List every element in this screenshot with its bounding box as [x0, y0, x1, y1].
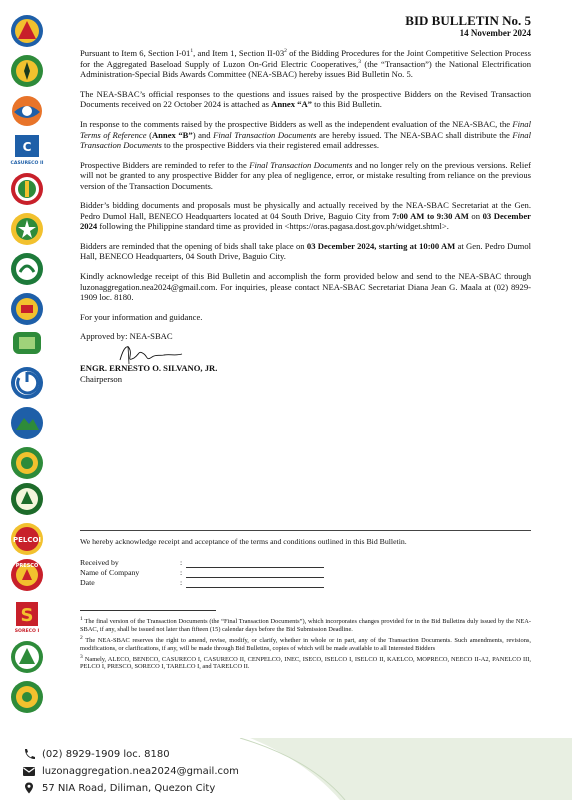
mopreco-logo — [10, 406, 44, 440]
paragraph-acknowledge: Kindly acknowledge receipt of this Bid Bulletin and accomplish the form provided below and send to the NEA-SBAC through luzonaggregation.nea2024@gmail.com. For inquiries, please contact NEA-SBAC Secretariat Diana Jean G. Maala at (02) 8929-1909 loc. 8180. — [80, 271, 531, 303]
paragraph-pursuant: Pursuant to Item 6, Section $I-01^1$, and Item 1, Section $II-03^2$ of the Bidding Procedures for the Joint Competitive Selection Process for the Aggregated Baseload Supply of Luzon On-Grid Electric Cooperatives,$^3$ (the “Transaction”) the National Electrification Administration-Special Bids Awards Committee (NEA-SBAC) hereby issues Bid Bulletin No. 5. — [80, 48, 531, 80]
section-divider — [80, 530, 531, 531]
svg-text:S: S — [20, 605, 34, 626]
presco-logo — [10, 558, 44, 592]
paragraph-guidance: For your information and guidance. — [80, 311, 203, 322]
paragraph-reminder: Prospective Bidders are reminded to refer to the Final Transaction Documents and no longer rely on the previous versions. Relief will not be granted to any prospective Bidder for any plea of negligence, error, or mistake resulting from reliance on the previous version of the Transaction Documents. — [80, 159, 531, 191]
form-row-received-by: Received by : — [80, 558, 340, 568]
casureco-i-logo — [10, 94, 44, 128]
iseco-logo — [10, 252, 44, 286]
paragraph-responses: The NEA-SBAC’s official responses to the questions and issues raised by the prospective Bidders on the Revised Transaction Documents received on 22 October 2024 is attached as Annex “A” to this Bid Bulletin. — [80, 88, 531, 110]
page-footer — [0, 738, 572, 800]
iselco-ii-logo — [10, 326, 44, 360]
paragraph-opening: Bidders are reminded that the opening of bids shall take place on 03 December 2024, starting at 10:00 AM at Gen. Pedro Dumol Hall, BENECO Headquarters, 04 South Drive, Baguio City. — [80, 240, 532, 262]
footnotes — [80, 616, 531, 672]
footer-email: luzonaggregation.nea2024@gmail.com — [22, 765, 239, 777]
acknowledgment-form — [80, 558, 340, 588]
footnote-2: $^2$ The NEA-SBAC reserves the right to amend, revise, modify, or clarify, whether in whole or in part, any of the Transaction Documents. Such amendments, revisions, modifications, or clarifications, if any, will be made through Bid Bulletins, copies of which will be made available to all Interested Bidders — [80, 634, 531, 652]
footnote-1: $^1$ The final version of the Transaction Documents (the “Final Transaction Documents”), which incorporates changes provided for in the Bid Bulletins duly issued by the NEA-SBAC, if any, shall be issued not later than fifteen (15) calendar days before the Bid Submission Deadline. — [80, 616, 531, 633]
footer-address: 57 NIA Road, Diliman, Quezon City — [22, 782, 215, 794]
inec-logo — [10, 212, 44, 246]
location-pin-icon — [22, 782, 36, 794]
bulletin-title: BID BULLETIN No. 5 — [405, 13, 531, 28]
cenpelco-logo — [10, 172, 44, 206]
pelco-label: PELCOI — [12, 536, 42, 544]
soreco-logo — [10, 600, 44, 634]
tarelco-ii-logo — [10, 680, 44, 714]
paragraph-final-documents: In response to the comments raised by the prospective Bidders as well as the independent evaluation of the NEA-SBAC, the Final Terms of Reference (Annex “B”) and Final Transaction Documents are hereby issued. The NEA-SBAC shall distribute the Final Transaction Documents to the prospective Bidders via their registered email addresses. — [80, 119, 531, 151]
signature-block — [80, 348, 531, 384]
paragraph-submission: Bidder’s bidding documents and proposals must be physically and actually received by the NEA-SBAC Secretariat at the Gen. Pedro Dumol Hall, BENECO Headquarters located at 04 South Drive, Baguio City from 7:00 AM to 9:30 AM on 03 December 2024 following the Philippine standard time as provided in <https://oras.pagasa.dost.gov.ph/widget.shtml>. — [80, 200, 531, 232]
svg-text:C: C — [22, 140, 32, 154]
footnote-3: $^3$ Namely, ALECO, BENECO, CASURECO I, CASURECO II, CENPELCO, INEC, ISECO, ISELCO I, ISELCO II, KAELCO, MOPRECO, NEECO II-A2, PANELCO III, PELCO I, PRESCO, SORECO I, TARELCO I, and TARELCO II. — [80, 653, 531, 671]
kaelco-logo — [10, 366, 44, 400]
bulletin-body — [80, 14, 531, 384]
presco-label: PRESCO — [15, 563, 39, 569]
signatory-name: ENGR. ERNESTO O. SILVANO, JR. — [80, 362, 218, 373]
bulletin-date: 14 November 2024 — [459, 28, 531, 39]
date-line[interactable] — [186, 587, 324, 588]
pelco-logo — [10, 522, 44, 556]
beneco-logo — [10, 54, 44, 88]
footnote-rule — [80, 610, 216, 611]
approved-by: Approved by: NEA-SBAC — [80, 331, 173, 342]
casureco-label: CASURECO II — [10, 161, 44, 166]
signatory-role: Chairperson — [80, 373, 123, 384]
form-row-date: Date : — [80, 578, 340, 588]
soreco-label: SORECO I — [14, 629, 40, 634]
footer-phone: (02) 8929-1909 loc. 8180 — [22, 748, 170, 760]
panelco-logo — [10, 482, 44, 516]
acknowledgment-text: We hereby acknowledge receipt and acceptance of the terms and conditions outlined in this Bid Bulletin. — [80, 537, 407, 546]
email-icon — [22, 765, 36, 777]
tarelco-i-logo — [10, 640, 44, 674]
phone-icon — [22, 748, 36, 760]
aleco-logo — [10, 14, 44, 48]
casureco-ii-logo — [10, 132, 44, 166]
iselco-i-logo — [10, 292, 44, 326]
neeco-logo — [10, 446, 44, 480]
form-row-company: Name of Company : — [80, 568, 340, 578]
